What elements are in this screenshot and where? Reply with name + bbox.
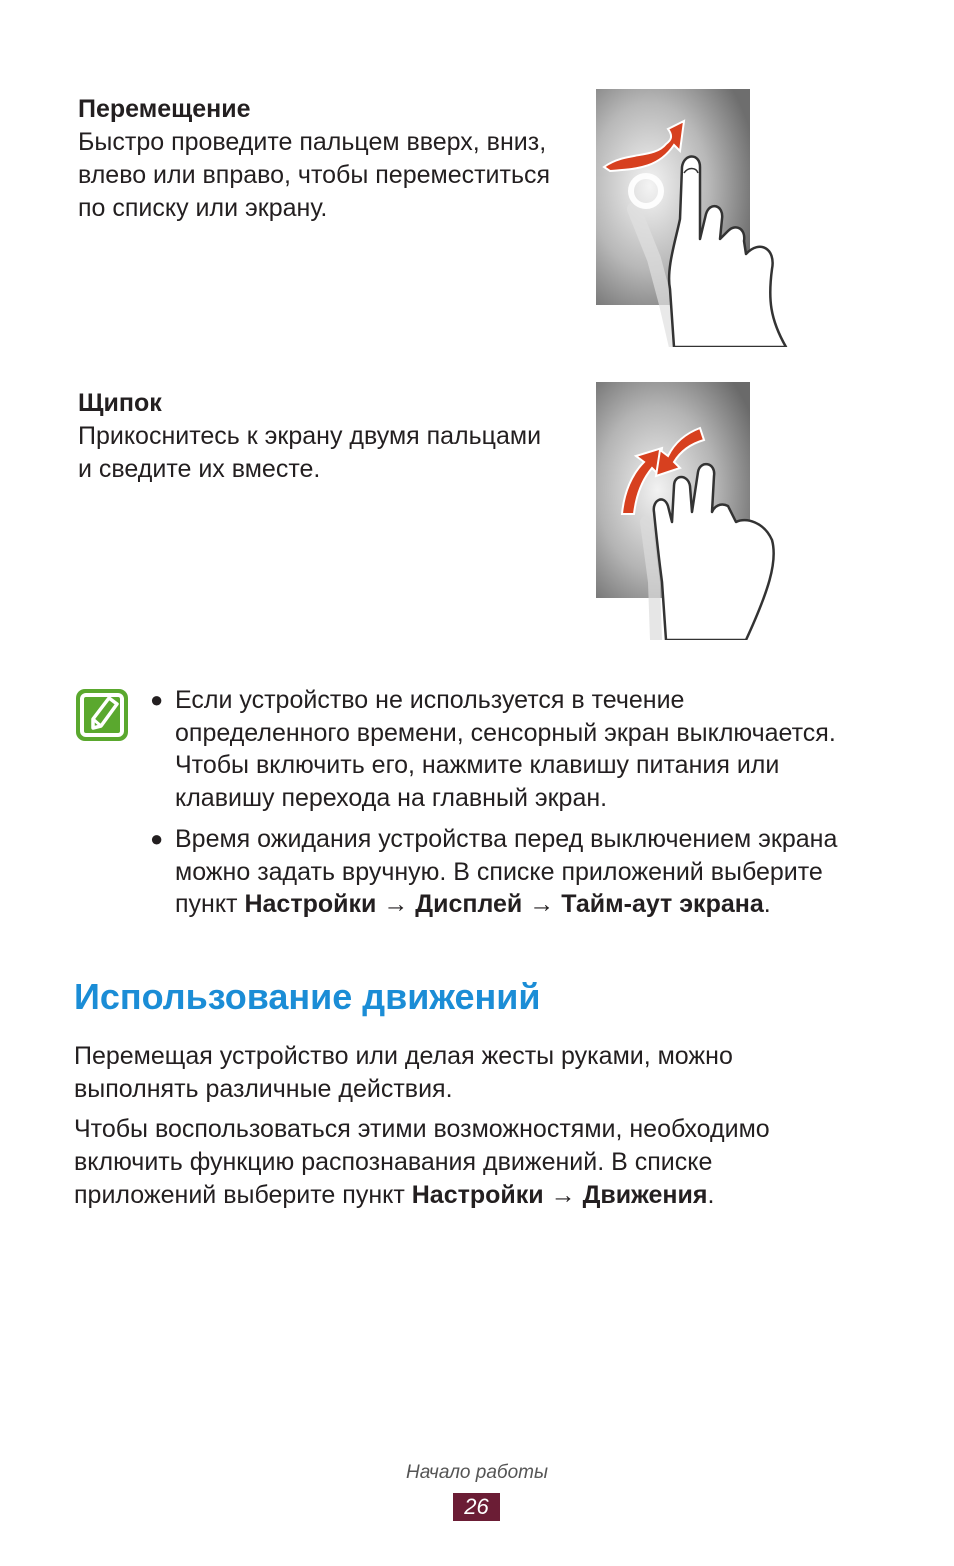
pinch-gesture-section xyxy=(78,387,578,486)
section-title: Использование движений xyxy=(74,976,541,1017)
pinch-description: Прикоснитесь к экрану двумя пальцами и сведите их вместе. xyxy=(78,422,542,483)
swipe-gesture-section xyxy=(78,93,578,225)
note-pencil-icon xyxy=(73,686,131,744)
bullet-icon: ● xyxy=(150,826,164,851)
note-item: ● Время ожидания устройства перед выключением экрана можно задать вручную. В списке приложений выберите пункт Настройки → Дисплей → Тайм-аут экрана. xyxy=(150,825,838,918)
menu-path-settings: Настройки xyxy=(411,1181,544,1209)
page-number: 26 xyxy=(453,1493,500,1521)
footer-chapter-label: Начало работы xyxy=(406,1462,548,1483)
menu-path-screen-timeout: Тайм-аут экрана xyxy=(561,890,764,918)
pinch-illustration xyxy=(596,382,790,640)
swipe-title: Перемещение xyxy=(78,95,251,123)
menu-path-settings: Настройки xyxy=(244,890,377,918)
pinch-title: Щипок xyxy=(78,389,162,417)
note-item: ● Если устройство не используется в течение определенного времени, сенсорный экран выключается. Чтобы включить его, нажмите клавишу питания или клавишу перехода на главный экран. xyxy=(150,686,836,812)
swipe-illustration xyxy=(596,89,790,347)
section-paragraph-1: Перемещая устройство или делая жесты руками, можно выполнять различные действия. xyxy=(74,1042,733,1103)
menu-path-motions: Движения xyxy=(582,1181,708,1209)
section-paragraph-2: Чтобы воспользоваться этими возможностями, необходимо включить функцию распознавания движений. В списке приложений выберите пункт Настройки → Движения. xyxy=(74,1115,770,1209)
menu-path-display: Дисплей xyxy=(415,890,523,918)
bullet-icon: ● xyxy=(150,687,164,712)
swipe-description: Быстро проведите пальцем вверх, вниз, влево или вправо, чтобы переместиться по списку или экрану. xyxy=(78,128,551,222)
note-list xyxy=(145,684,885,930)
